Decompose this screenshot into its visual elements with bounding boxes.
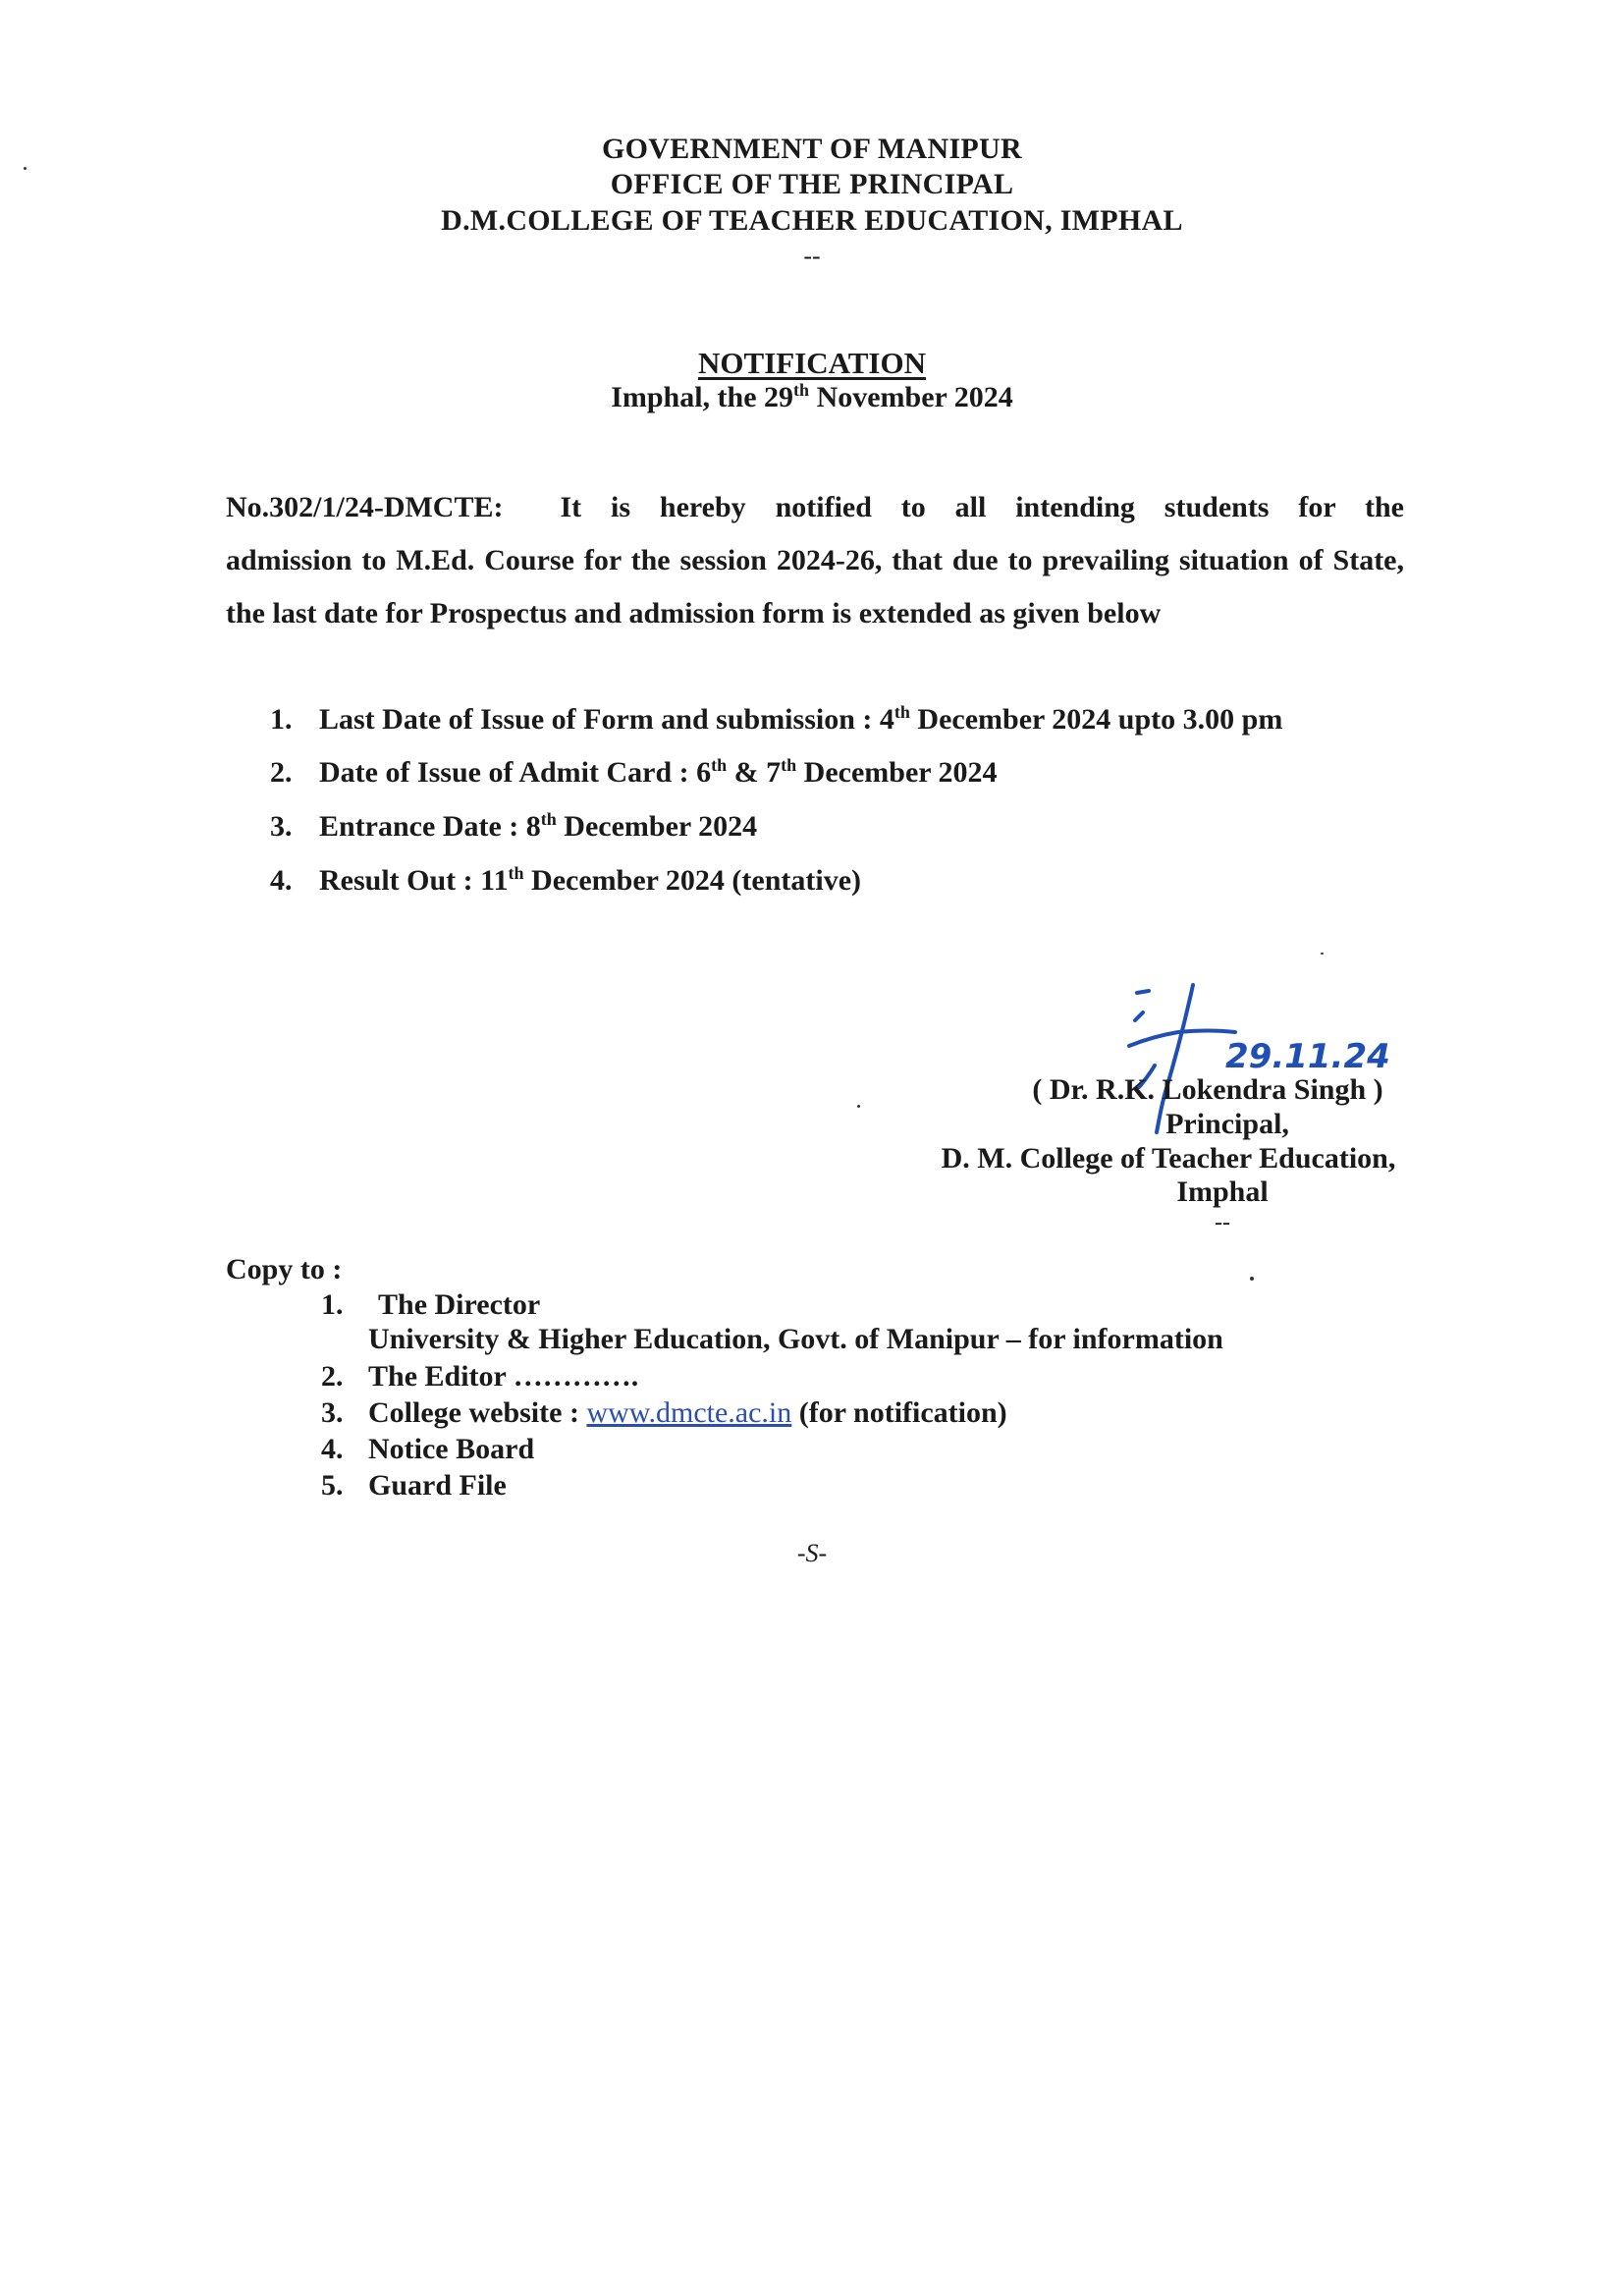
schedule-item: 3. Entrance Date : 8th December 2024 bbox=[270, 809, 758, 843]
header-office: OFFICE OF THE PRINCIPAL bbox=[610, 168, 1014, 200]
signatory-place: Imphal bbox=[1176, 1175, 1269, 1208]
signatory-name: ( Dr. R.K. Lokendra Singh ) bbox=[1032, 1073, 1383, 1106]
copy-to-item: 5. Guard File bbox=[321, 1469, 507, 1502]
copy-to-item-detail: University & Higher Education, Govt. of Manipur – for information bbox=[368, 1323, 1223, 1355]
scan-speck bbox=[1321, 953, 1324, 955]
copy-to-label: Copy to : bbox=[226, 1253, 343, 1285]
scan-speck bbox=[857, 1105, 860, 1108]
header-separator: -- bbox=[803, 242, 821, 270]
scan-speck bbox=[1250, 1277, 1254, 1281]
copy-to-item: 3. College website : www.dmcte.ac.in (for notification) bbox=[321, 1396, 1007, 1429]
schedule-item: 2. Date of Issue of Admit Card : 6th & 7th December 2024 bbox=[270, 755, 998, 789]
schedule-item: 4. Result Out : 11th December 2024 (tentative) bbox=[270, 863, 862, 897]
schedule-item: 1. Last Date of Issue of Form and submission : 4th December 2024 upto 3.00 pm bbox=[270, 702, 1283, 736]
signatory-designation: Principal, bbox=[1165, 1108, 1289, 1140]
copy-to-item: 2. The Editor …………. bbox=[321, 1360, 639, 1393]
signature-date: 29.11.24 bbox=[1225, 1037, 1390, 1076]
header-government: GOVERNMENT OF MANIPUR bbox=[602, 133, 1022, 165]
footer-mark: -S- bbox=[796, 1539, 828, 1567]
notification-title: NOTIFICATION bbox=[698, 346, 926, 380]
notification-date: Imphal, the 29th November 2024 bbox=[611, 380, 1013, 413]
header-college: D.M.COLLEGE OF TEACHER EDUCATION, IMPHAL bbox=[441, 204, 1183, 237]
signatory-institution: D. M. College of Teacher Education, bbox=[941, 1142, 1396, 1175]
college-website-link[interactable]: www.dmcte.ac.in bbox=[586, 1396, 792, 1429]
copy-to-item: 4. Notice Board bbox=[321, 1433, 535, 1465]
reference-number: No.302/1/24-DMCTE: bbox=[226, 491, 504, 523]
copy-to-item: 1. The Director bbox=[321, 1288, 541, 1321]
signature-separator: -- bbox=[1215, 1210, 1230, 1235]
scan-speck bbox=[24, 167, 27, 170]
notification-body: No.302/1/24-DMCTE: It is hereby notified to all intending students for the admission to M.Ed. Course for the session 2024-26, that due to prevailing situation of State, the last date for Prospectus and admission form is extended as given below bbox=[226, 491, 1404, 629]
